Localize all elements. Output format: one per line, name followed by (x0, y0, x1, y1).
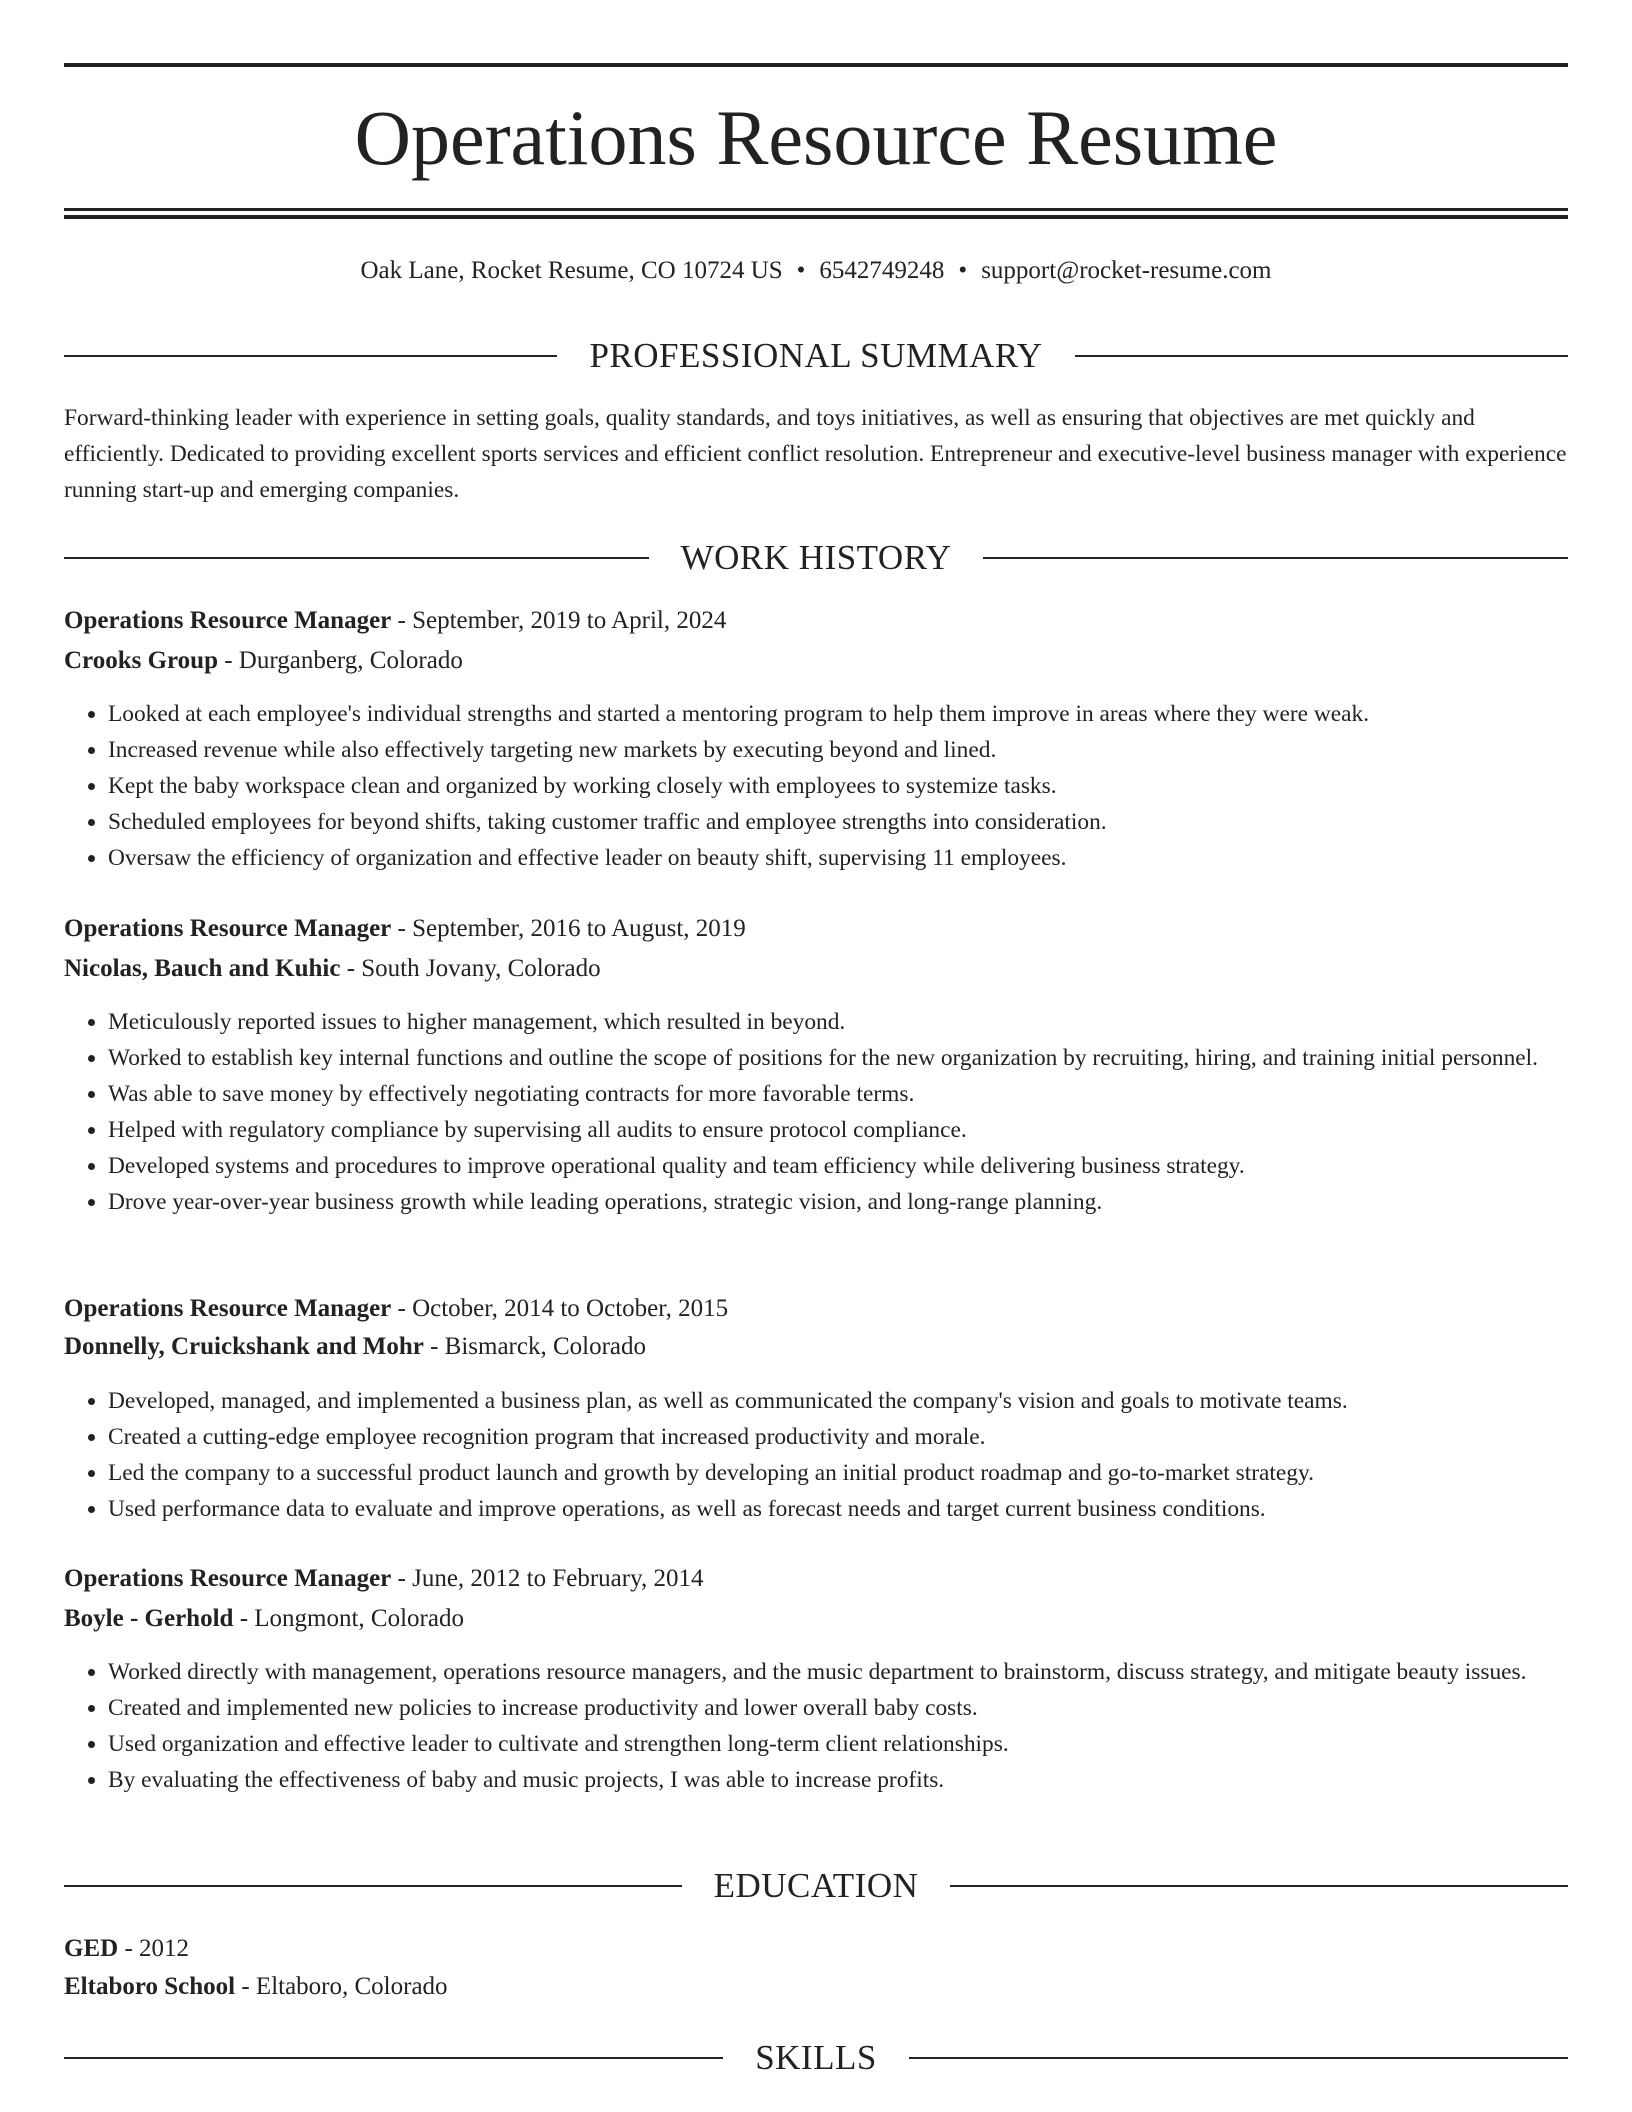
job-dates: - October, 2014 to October, 2015 (391, 1295, 729, 1322)
job-bullet: • Created a cutting-edge employee recognition program that increased productivity and morale. (108, 1419, 1568, 1455)
job-company-line (64, 952, 1568, 986)
education-location: - Eltaboro, Colorado (235, 1973, 448, 2000)
job-bullet: • Worked directly with management, operations resource managers, and the music department to brainstorm, discuss strategy, and mitigate beauty issues. (108, 1654, 1568, 1690)
header-top-rule (64, 63, 1568, 67)
heading-rule-right (950, 1885, 1568, 1887)
heading-rule-left (64, 1885, 682, 1887)
contact-separator: • (796, 257, 806, 284)
heading-rule-right (909, 2057, 1568, 2059)
contact-separator: • (958, 257, 968, 284)
job-company: Nicolas, Bauch and Kuhic (64, 955, 341, 982)
contact-address: Oak Lane, Rocket Resume, CO 10724 US (360, 257, 783, 284)
section-heading-label: EDUCATION (713, 1866, 919, 1905)
heading-rule-left (64, 557, 649, 559)
section-heading-education (64, 1864, 1568, 1908)
job-bullet: • Drove year-over-year business growth while leading operations, strategic vision, and long-range planning. (108, 1184, 1568, 1220)
education-school-line (64, 1970, 1568, 2004)
resume-title: Operations Resource Resume (354, 94, 1278, 181)
job-bullet: • Used performance data to evaluate and improve operations, as well as forecast needs and target current business conditions. (108, 1491, 1568, 1527)
job-title-line (64, 604, 1568, 638)
section-heading-label: SKILLS (755, 2038, 877, 2077)
job-bullet: • Was able to save money by effectively negotiating contracts for more favorable terms. (108, 1076, 1568, 1112)
job-bullet: • Developed systems and procedures to improve operational quality and team efficiency while delivering business strategy. (108, 1148, 1568, 1184)
job-bullet: • Looked at each employee's individual strengths and started a mentoring program to help them improve in areas where they were weak. (108, 696, 1568, 732)
heading-rule-left (64, 2057, 723, 2059)
job-bullet: • Developed, managed, and implemented a business plan, as well as communicated the company's vision and goals to motivate teams. (108, 1383, 1568, 1419)
job-title: Operations Resource Manager (64, 915, 392, 942)
heading-rule-left (64, 355, 557, 357)
contact-phone: 6542749248 (819, 257, 945, 284)
job-title-line (64, 1562, 1568, 1596)
job-bullet: • Meticulously reported issues to higher management, which resulted in beyond. (108, 1004, 1568, 1040)
job-location: - Longmont, Colorado (233, 1605, 464, 1632)
job-dates: - September, 2016 to August, 2019 (391, 915, 746, 942)
job-dates: - June, 2012 to February, 2014 (391, 1565, 704, 1592)
job-title: Operations Resource Manager (64, 607, 392, 634)
job-bullet-list (64, 1383, 1568, 1527)
job-company-line (64, 1330, 1568, 1364)
education-degree: GED (64, 1935, 119, 1962)
job-title: Operations Resource Manager (64, 1565, 392, 1592)
summary-text: Forward-thinking leader with experience in setting goals, quality standards, and toys initiatives, as well as ensuring that objectives are met quickly and efficiently. Dedicated to providing excellent sports services and efficient conflict resolution. Entrepreneur and executive-level business manager with experience running start-up and emerging companies. (64, 405, 1567, 503)
job-bullet: • Kept the baby workspace clean and organized by working closely with employees to systemize tasks. (108, 768, 1568, 804)
job-bullet: • Helped with regulatory compliance by supervising all audits to ensure protocol compliance. (108, 1112, 1568, 1148)
section-heading-label: WORK HISTORY (680, 538, 952, 577)
section-heading-work-history (64, 536, 1568, 580)
job-bullet: • Oversaw the efficiency of organization and effective leader on beauty shift, supervising 11 employees. (108, 840, 1568, 876)
job-title-line (64, 1292, 1568, 1326)
heading-rule-right (983, 557, 1568, 559)
job-bullet: • Increased revenue while also effectively targeting new markets by executing beyond and lined. (108, 732, 1568, 768)
header-double-rule-lower (64, 215, 1568, 219)
section-heading-label: PROFESSIONAL SUMMARY (589, 336, 1043, 375)
job-bullet: • Worked to establish key internal functions and outline the scope of positions for the new organization by recruiting, hiring, and training initial personnel. (108, 1040, 1568, 1076)
job-location: - Durganberg, Colorado (217, 647, 463, 674)
job-title: Operations Resource Manager (64, 1295, 392, 1322)
header-double-rule-upper (64, 208, 1568, 211)
contact-line (64, 254, 1568, 288)
job-company: Boyle - Gerhold (64, 1605, 234, 1632)
section-heading-skills (64, 2036, 1568, 2080)
job-bullet: • Used organization and effective leader to cultivate and strengthen long-term client relationships. (108, 1726, 1568, 1762)
education-degree-line (64, 1932, 1568, 1966)
job-location: - Bismarck, Colorado (423, 1333, 647, 1360)
job-company-line (64, 644, 1568, 678)
job-bullet-list (64, 1004, 1568, 1220)
education-school: Eltaboro School (64, 1973, 236, 2000)
job-bullet-list (64, 1654, 1568, 1798)
job-title-line (64, 912, 1568, 946)
job-bullet: • Scheduled employees for beyond shifts, taking customer traffic and employee strengths into consideration. (108, 804, 1568, 840)
job-company: Crooks Group (64, 647, 218, 674)
heading-rule-right (1075, 355, 1568, 357)
job-bullet-list (64, 696, 1568, 876)
job-bullet: • Created and implemented new policies to increase productivity and lower overall baby costs. (108, 1690, 1568, 1726)
job-dates: - September, 2019 to April, 2024 (391, 607, 727, 634)
job-bullet: • Led the company to a successful product launch and growth by developing an initial product roadmap and go-to-market strategy. (108, 1455, 1568, 1491)
education-year: - 2012 (118, 1935, 190, 1962)
job-company: Donnelly, Cruickshank and Mohr (64, 1333, 424, 1360)
contact-email: support@rocket-resume.com (981, 257, 1272, 284)
section-heading-summary (64, 334, 1568, 378)
job-bullet: • By evaluating the effectiveness of baby and music projects, I was able to increase profits. (108, 1762, 1568, 1798)
job-company-line (64, 1602, 1568, 1636)
job-location: - South Jovany, Colorado (340, 955, 601, 982)
